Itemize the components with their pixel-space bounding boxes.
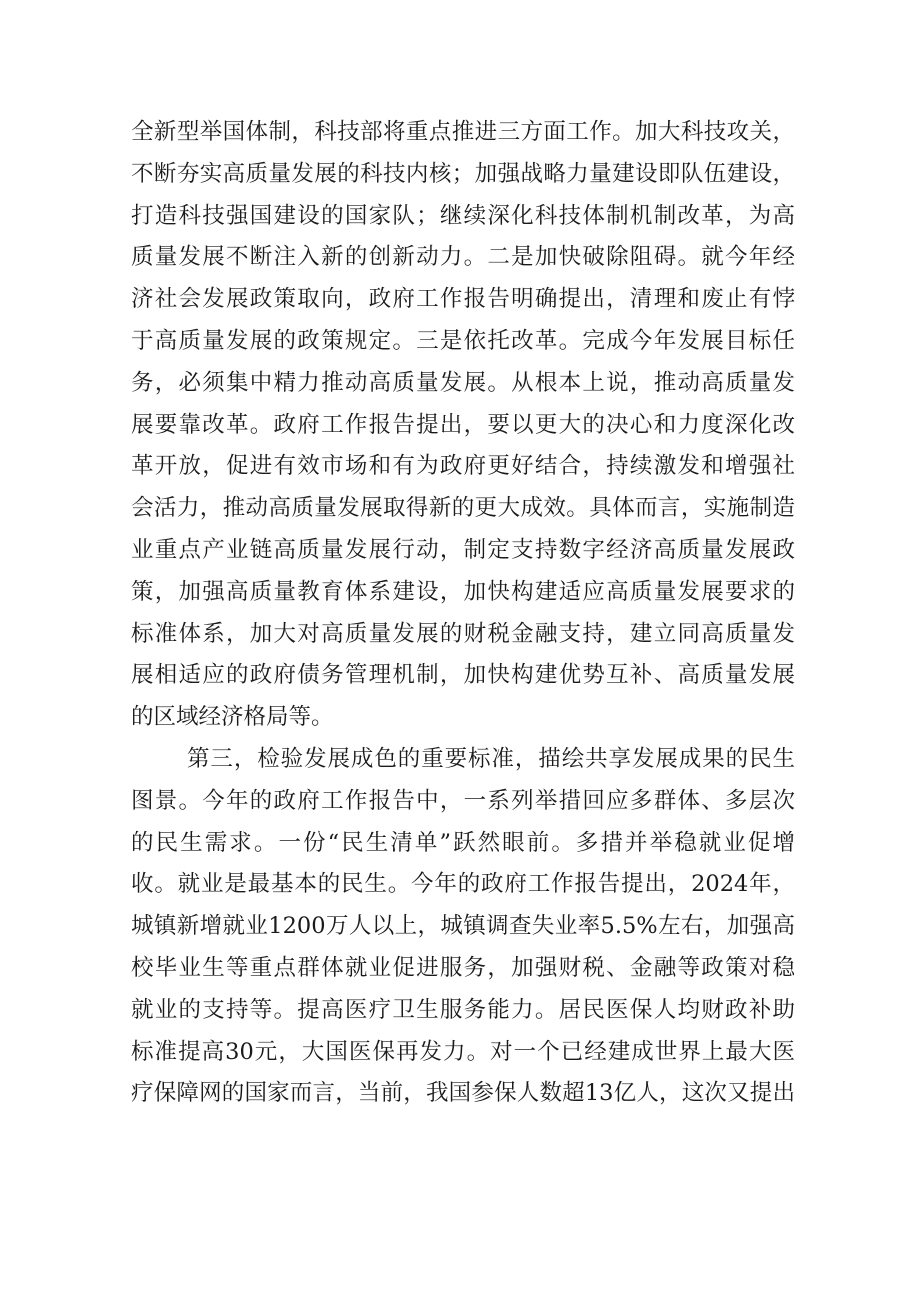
text-line: 的区域经济格局等。 <box>131 704 334 731</box>
text-line: 的民生需求。一份“民生清单”跃然眼前。多措并举稳就业促增 <box>131 829 795 856</box>
text-line: 策，加强高质量教育体系建设，加快构建适应高质量发展要求的 <box>131 578 795 605</box>
text-line: 图景。今年的政府工作报告中，一系列举措回应多群体、多层次 <box>131 787 795 814</box>
text-line: 展相适应的政府债务管理机制，加快构建优势互补、高质量发展 <box>131 662 795 689</box>
text-line: 标准提高30元，大国医保再发力。对一个已经建成世界上最大医 <box>131 1038 795 1065</box>
text-line: 全新型举国体制，科技部将重点推进三方面工作。加大科技攻关， <box>131 119 795 145</box>
text-line: 不断夯实高质量发展的科技内核；加强战略力量建设即队伍建设， <box>131 160 795 187</box>
body-text <box>131 112 795 1115</box>
text-line: 校毕业生等重点群体就业促进服务，加强财税、金融等政策对稳 <box>131 954 795 981</box>
paragraph <box>131 739 795 1115</box>
text-line: 质量发展不断注入新的创新动力。二是加快破除阻碍。就今年经 <box>131 244 795 271</box>
text-line: 城镇新增就业1200万人以上，城镇调查失业率5.5%左右，加强高 <box>131 913 795 940</box>
text-line: 会活力，推动高质量发展取得新的更大成效。具体而言，实施制造 <box>131 495 795 522</box>
text-line: 第三，检验发展成色的重要标准，描绘共享发展成果的民生 <box>187 745 795 772</box>
text-line: 业重点产业链高质量发展行动，制定支持数字经济高质量发展政 <box>131 536 795 563</box>
text-line: 就业的支持等。提高医疗卫生服务能力。居民医保人均财政补助 <box>131 996 795 1023</box>
paragraph <box>131 112 795 739</box>
text-line: 革开放，促进有效市场和有为政府更好结合，持续激发和增强社 <box>131 453 795 480</box>
text-line: 务，必须集中精力推动高质量发展。从根本上说，推动高质量发 <box>131 369 795 396</box>
text-line: 济社会发展政策取向，政府工作报告明确提出，清理和废止有悖 <box>131 286 795 313</box>
text-line: 展要靠改革。政府工作报告提出，要以更大的决心和力度深化改 <box>131 411 795 438</box>
text-line: 打造科技强国建设的国家队；继续深化科技体制机制改革，为高 <box>131 202 795 229</box>
text-line: 标准体系，加大对高质量发展的财税金融支持，建立同高质量发 <box>131 620 795 647</box>
text-line: 收。就业是最基本的民生。今年的政府工作报告提出，2024年， <box>131 871 795 898</box>
text-line: 疗保障网的国家而言，当前，我国参保人数超13亿人，这次又提出 <box>131 1080 795 1107</box>
text-line: 于高质量发展的政策规定。三是依托改革。完成今年发展目标任 <box>131 327 795 354</box>
